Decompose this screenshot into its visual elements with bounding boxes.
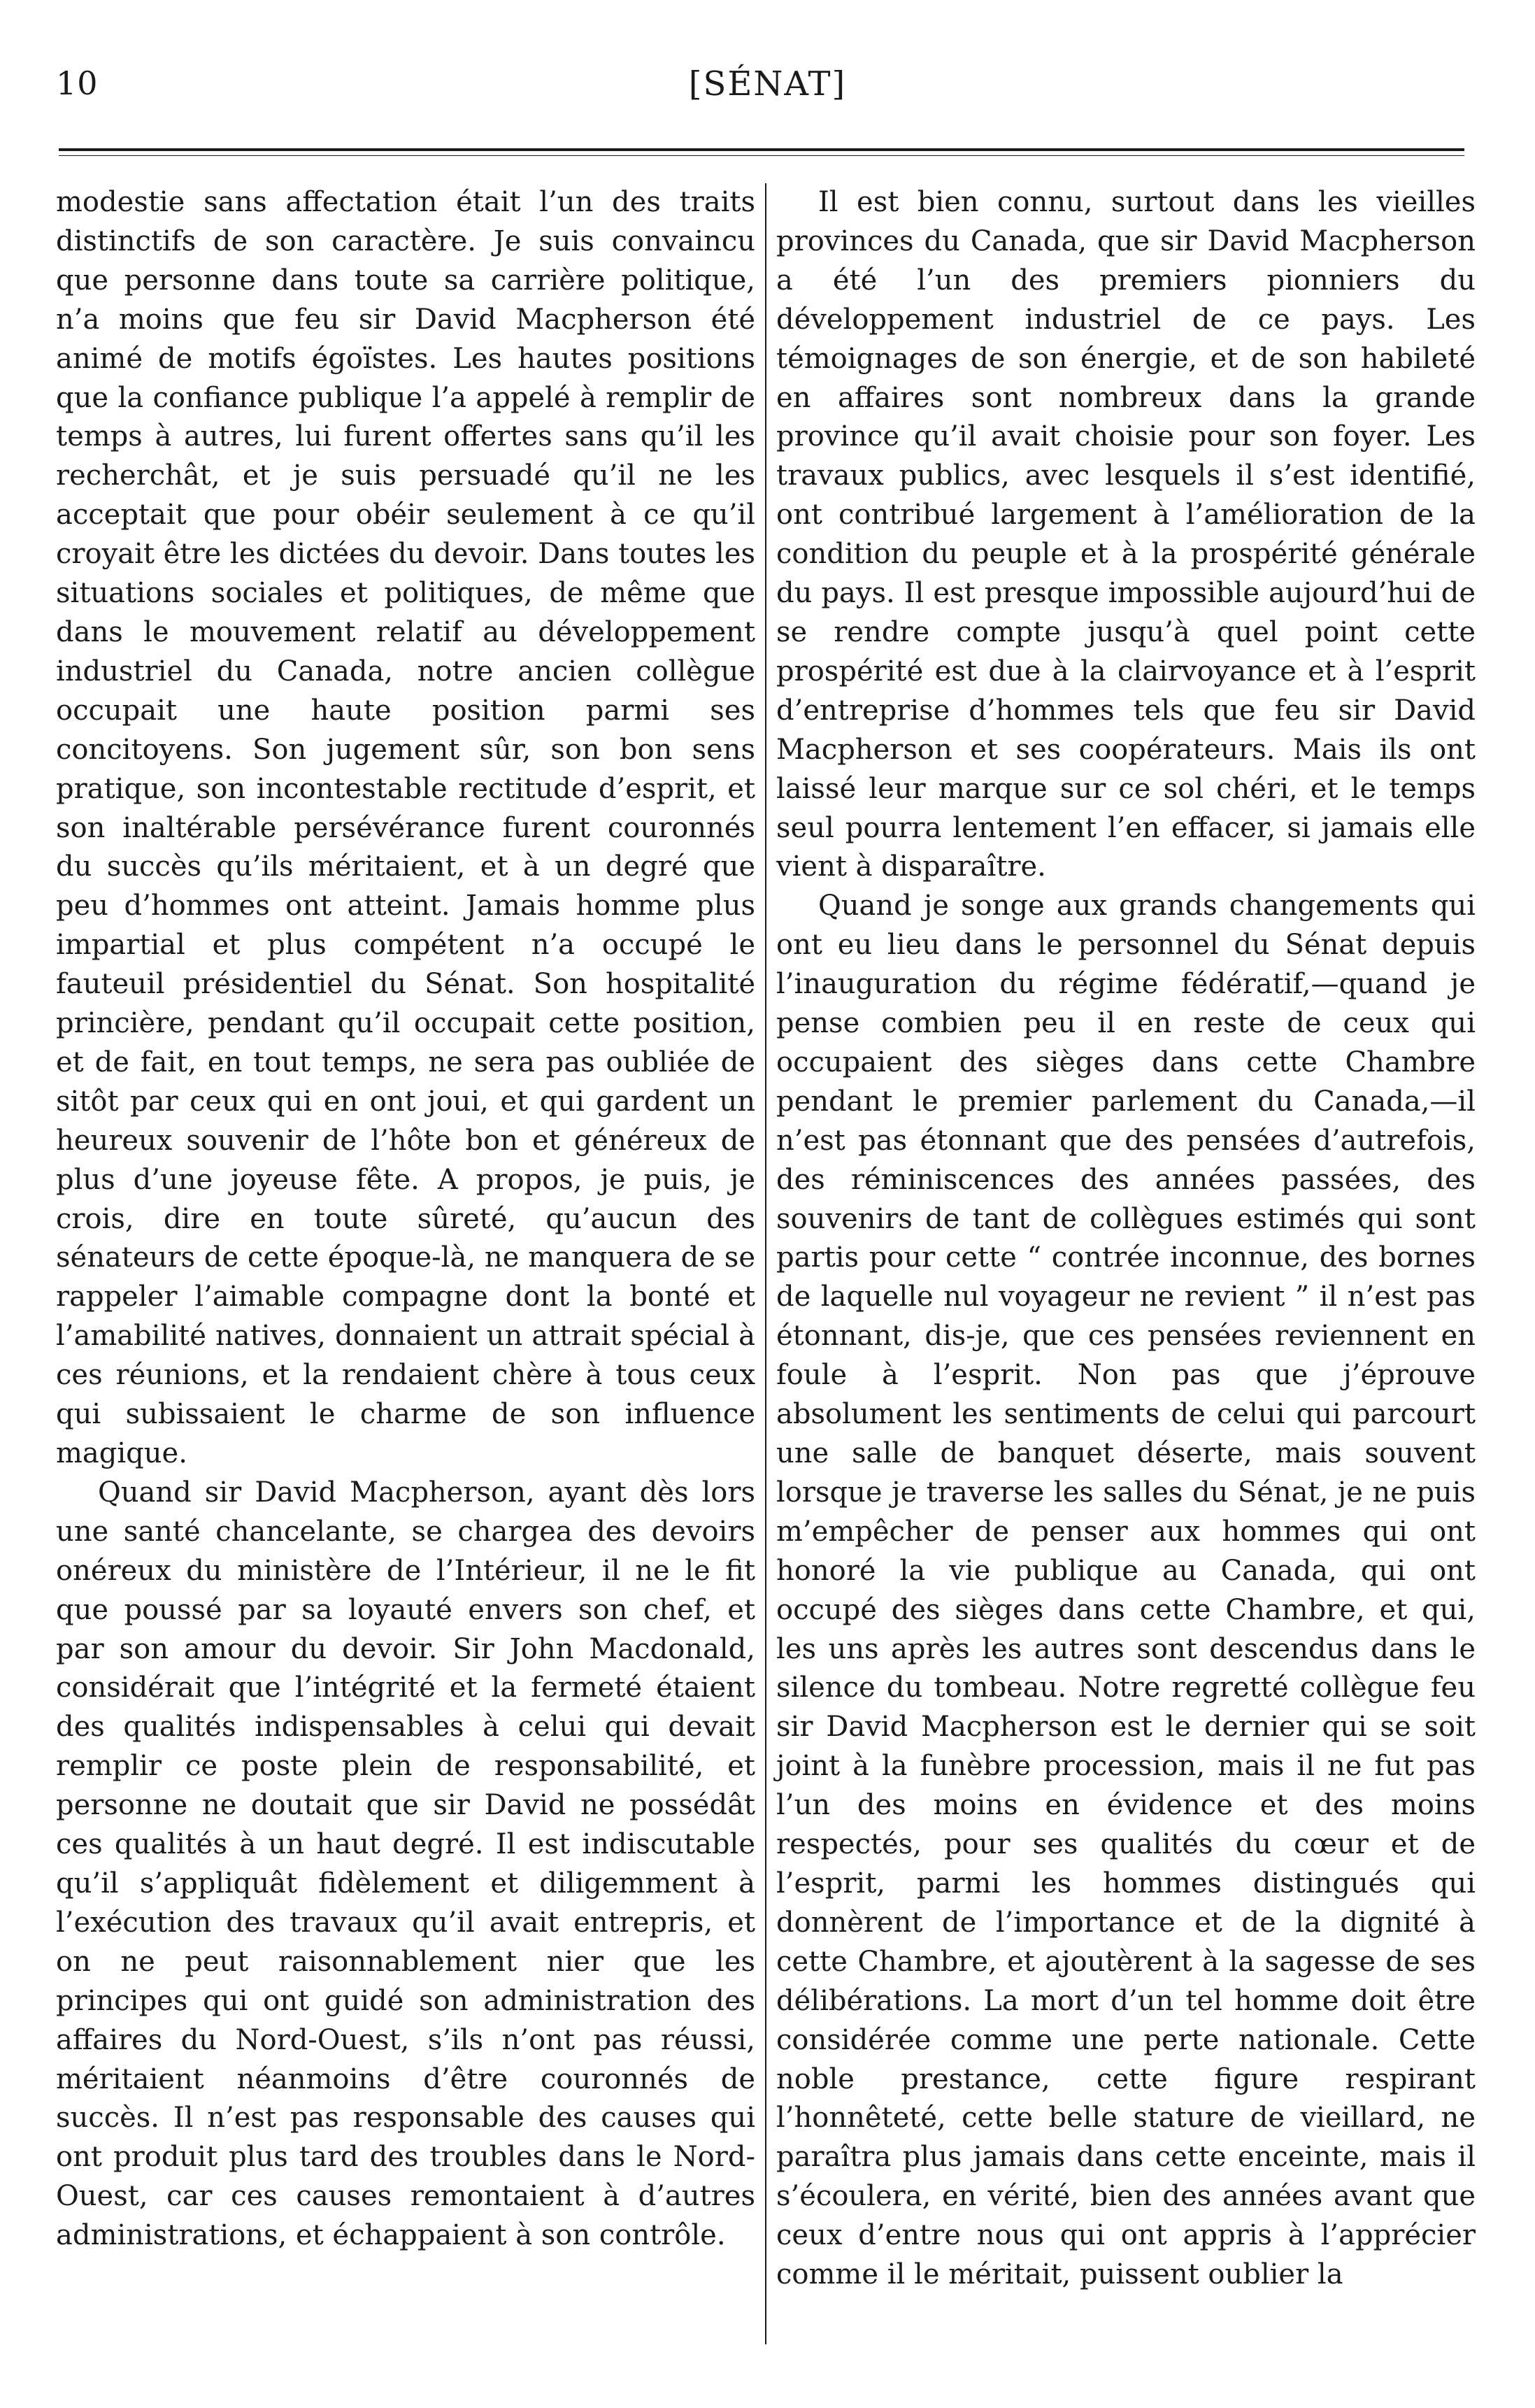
header-rule-thick bbox=[59, 148, 1464, 151]
left-column bbox=[56, 183, 755, 2256]
right-column bbox=[776, 183, 1476, 2295]
column-divider bbox=[765, 183, 766, 2344]
left-paragraph-1: modestie sans affectation était l’un des traits distinctifs de son caractère. Je suis convaincu que personne dans toute sa carrière politique, n’a moins que feu sir David Macpherson été animé de motifs égoïstes. Les hautes positions que la confiance publique l’a appelé à remplir de temps à autres, lui furent offertes sans qu’il les recherchât, et je suis persuadé qu’il ne les acceptait que pour obéir seulement à ce qu’il croyait être les dictées du devoir. Dans toutes les situations sociales et politiques, de même que dans le mouvement relatif au développement industriel du Canada, notre ancien collègue occupait une haute position parmi ses concitoyens. Son jugement sûr, son bon sens pratique, son incontestable rectitude d’esprit, et son inaltérable persévérance furent couronnés du succès qu’ils méritaient, et à un degré que peu d’hommes ont atteint. Jamais homme plus impartial et plus compétent n’a occupé le fauteuil présidentiel du Sénat. Son hospitalité princière, pendant qu’il occupait cette position, et de fait, en tout temps, ne sera pas oubliée de sitôt par ceux qui en ont joui, et qui gardent un heureux souvenir de l’hôte bon et généreux de plus d’une joyeuse fête. A propos, je puis, je crois, dire en toute sûreté, qu’aucun des sénateurs de cette époque-là, ne manquera de se rappeler l’aimable compagne dont la bonté et l’amabilité natives, donnaient un attrait spécial à ces réunions, et la rendaient chère à tous ceux qui subissaient le charme de son influence magique. bbox=[56, 186, 755, 1469]
right-paragraph-1: Il est bien connu, surtout dans les vieilles provinces du Canada, que sir David Macpherson a été l’un des premiers pionniers du développement industriel de ce pays. Les témoignages de son énergie, et de son habileté en affaires sont nombreux dans la grande province qu’il avait choisie pour son foyer. Les travaux publics, avec lesquels il s’est identifié, ont contribué largement à l’amélioration de la condition du peuple et à la prospérité générale du pays. Il est presque impossible aujourd’hui de se rendre compte jusqu’à quel point cette prospérité est due à la clairvoyance et à l’esprit d’entreprise d’hommes tels que feu sir David Macpherson et ses coopérateurs. Mais ils ont laissé leur marque sur ce sol chéri, et le temps seul pourra lentement l’en effacer, si jamais elle vient à disparaître. bbox=[776, 186, 1476, 883]
header-rule-thin bbox=[59, 155, 1464, 156]
running-head: [SÉNAT] bbox=[688, 64, 847, 104]
left-paragraph-2: Quand sir David Macpherson, ayant dès lors une santé chancelante, se chargea des devoirs onéreux du ministère de l’Intérieur, il ne le fit que poussé par sa loyauté envers son chef, et par son amour du devoir. Sir John Macdonald, considérait que l’intégrité et la fermeté étaient des qualités indispensables à celui qui devait remplir ce poste plein de responsabilité, et personne ne doutait que sir David ne possédât ces qualités à un haut degré. Il est indiscutable qu’il s’appliquât fidèlement et diligemment à l’exécution des travaux qu’il avait entrepris, et on ne peut raisonnablement nier que les principes qui ont guidé son administration des affaires du Nord-Ouest, s’ils n’ont pas réussi, méritaient néanmoins d’être couronnés de succès. Il n’est pas responsable des causes qui ont produit plus tard des troubles dans le Nord-Ouest, car ces causes remontaient à d’autres administrations, et échappaient à son contrôle. bbox=[56, 1476, 755, 2252]
page-number: 10 bbox=[56, 64, 99, 102]
right-paragraph-2: Quand je songe aux grands changements qui ont eu lieu dans le personnel du Sénat depuis l’inauguration du régime fédératif,—quand je pense combien peu il en reste de ceux qui occupaient des sièges dans cette Chambre pendant le premier parlement du Canada,—il n’est pas étonnant que des pensées d’autrefois, des réminiscences des années passées, des souvenirs de tant de collègues estimés qui sont partis pour cette “ contrée inconnue, des bornes de laquelle nul voyageur ne revient ” il n’est pas étonnant, dis-je, que ces pensées reviennent en foule à l’esprit. Non pas que j’éprouve absolument les sentiments de celui qui parcourt une salle de banquet déserte, mais souvent lorsque je traverse les salles du Sénat, je ne puis m’empêcher de penser aux hommes qui ont honoré la vie publique au Canada, qui ont occupé des sièges dans cette Chambre, et qui, les uns après les autres sont descendus dans le silence du tombeau. Notre regretté collègue feu sir David Macpherson est le dernier qui se soit joint à la funèbre procession, mais il ne fut pas l’un des moins en évidence et des moins respectés, pour ses qualités du cœur et de l’esprit, parmi les hommes distingués qui donnèrent de l’importance et de la dignité à cette Chambre, et ajoutèrent à la sagesse de ses délibérations. La mort d’un tel homme doit être considérée comme une perte nationale. Cette noble prestance, cette figure respirant l’honnêteté, cette belle stature de vieillard, ne paraîtra plus jamais dans cette enceinte, mais il s’écoulera, en vérité, bien des années avant que ceux d’entre nous qui ont appris à l’apprécier comme il le méritait, puissent oublier la bbox=[776, 890, 1476, 2291]
